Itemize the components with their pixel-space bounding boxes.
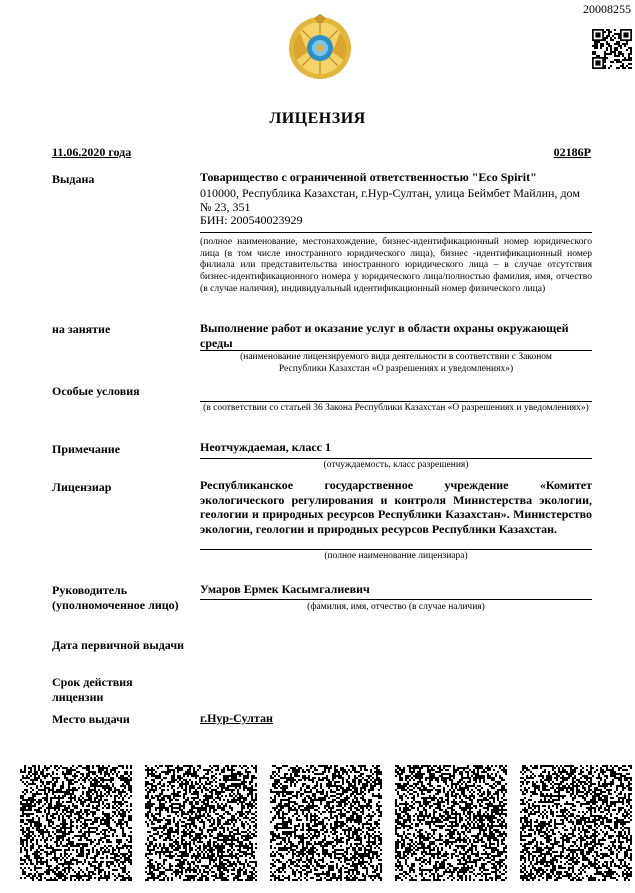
licensee-caption: (полное наименование, местонахождение, бизнес-идентификационный номер юридического лица (в том числе иностранного юридического лица), бизнес -идентификационный номер филиала или представительства иностранного юридического лица – в случае отсутствия бизнес-идентификационного номера у юридического лица/полностью фамилия, имя, отчество (в случае наличия), индивидуальный идентификационный номер физического лица) xyxy=(200,236,592,294)
activity-value: Выполнение работ и оказание услуг в области охраны окружающей среды xyxy=(200,321,569,350)
qr-code-icon xyxy=(145,765,257,881)
document-number: 20008255 xyxy=(583,2,631,16)
licensee-name: Товарищество с ограниченной ответственностью "Eco Spirit" xyxy=(200,170,537,184)
head-label-sub: (уполномоченное лицо) xyxy=(52,598,179,612)
licensor-label: Лицензиар xyxy=(52,480,112,494)
kazakhstan-emblem-icon xyxy=(286,14,354,82)
validity-label-sub: лицензии xyxy=(52,690,104,704)
issue-date: 11.06.2020 года xyxy=(52,145,132,159)
special-conditions-label: Особые условия xyxy=(52,384,140,398)
divider xyxy=(200,232,592,233)
qr-code-icon xyxy=(395,765,507,881)
license-number: 02186P xyxy=(553,145,591,159)
qr-code-icon xyxy=(20,765,132,881)
page-title: ЛИЦЕНЗИЯ xyxy=(269,110,366,127)
validity-label: Срок действия xyxy=(52,675,133,689)
qr-code-icon xyxy=(520,765,632,881)
licensee-bin: БИН: 200540023929 xyxy=(200,213,303,227)
licensor-value: Республиканское государственное учреждение «Комитет экологического регулирования и контроля Министерства экологии, геологии и природных ресурсов Республики Казахстан». Министерство экологии, геологии и природных ресурсов Республики Казахстан. xyxy=(200,478,592,536)
note-caption: (отчуждаемость, класс разрешения) xyxy=(323,460,469,470)
place-value: г.Нур-Султан xyxy=(200,711,273,725)
divider xyxy=(200,401,592,402)
licensee-address: 010000, Республика Казахстан, г.Нур-Султан, улица Беймбет Майлин, дом № 23, 351 xyxy=(200,186,580,214)
activity-label: на занятие xyxy=(52,322,111,336)
head-label: Руководитель xyxy=(52,583,128,597)
note-value: Неотчуждаемая, класс 1 xyxy=(200,440,331,454)
head-caption: (фамилия, имя, отчество (в случае наличия) xyxy=(307,602,485,612)
first-issue-label: Дата первичной выдачи xyxy=(52,638,185,652)
divider xyxy=(200,458,592,459)
divider xyxy=(200,549,592,550)
licensor-caption: (полное наименование лицензиара) xyxy=(324,551,468,561)
activity-caption: (наименование лицензируемого вида деятельности в соответствии с Законом Республики Казахстан «О разрешениях и уведомлениях») xyxy=(240,352,552,374)
place-label: Место выдачи xyxy=(52,712,130,726)
special-conditions-caption: (в соответствии со статьей 36 Закона Республики Казахстан «О разрешениях и уведомлениях») xyxy=(203,403,589,413)
issued-label: Выдана xyxy=(52,172,95,186)
note-label: Примечание xyxy=(52,442,121,456)
qr-code-icon xyxy=(270,765,382,881)
divider xyxy=(200,599,592,600)
qr-code-icon xyxy=(592,29,632,69)
divider xyxy=(200,350,592,351)
head-name: Умаров Ермек Касымгалиевич xyxy=(200,582,370,596)
